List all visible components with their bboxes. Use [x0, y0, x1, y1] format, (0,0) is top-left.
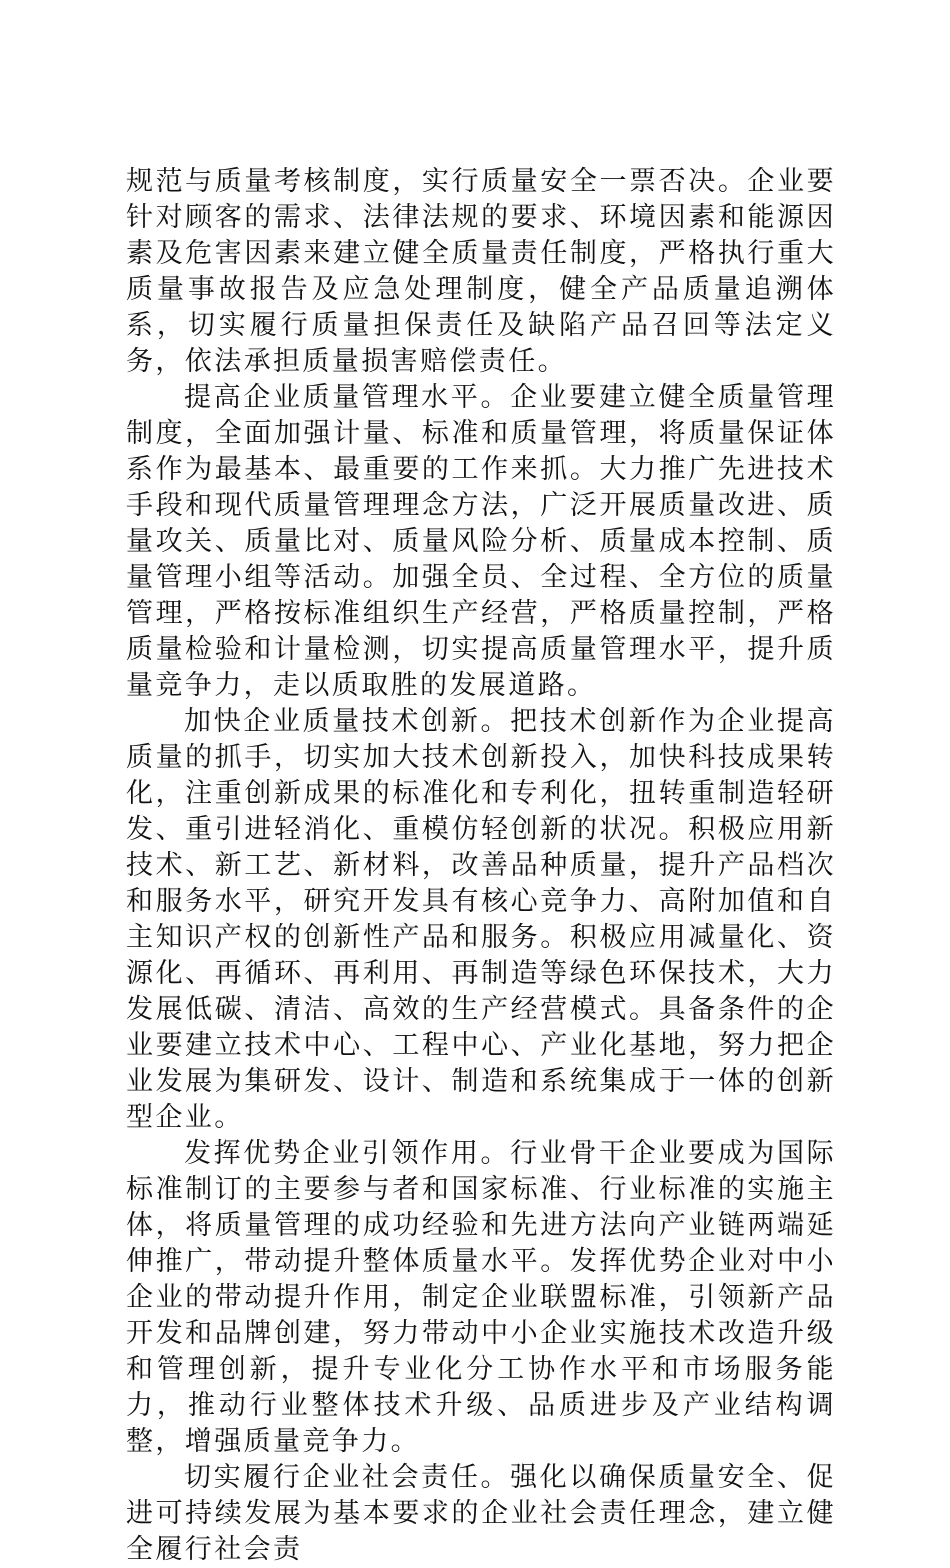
document-body	[126, 164, 836, 1568]
paragraph-leading-enterprises-role: 发挥优势企业引领作用。行业骨干企业要成为国际标准制订的主要参与者和国家标准、行业标准的实施主体，将质量管理的成功经验和先进方法向产业链两端延伸推广，带动提升整体质量水平。发挥优势企业对中小企业的带动提升作用，制定企业联盟标准，引领新产品开发和品牌创建，努力带动中小企业实施技术改造升级和管理创新，提升专业化分工协作水平和市场服务能力，推动行业整体技术升级、品质进步及产业结构调整，增强质量竞争力。	[126, 1138, 836, 1457]
paragraph-quality-management-level: 提高企业质量管理水平。企业要建立健全质量管理制度，全面加强计量、标准和质量管理，将质量保证体系作为最基本、最重要的工作来抓。大力推广先进技术手段和现代质量管理理念方法，广泛开展质量改进、质量攻关、质量比对、质量风险分析、质量成本控制、质量管理小组等活动。加强全员、全过程、全方位的质量管理，严格按标准组织生产经营，严格质量控制，严格质量检验和计量检测，切实提高质量管理水平，提升质量竞争力，走以质取胜的发展道路。	[126, 382, 836, 701]
paragraph-social-responsibility: 切实履行企业社会责任。强化以确保质量安全、促进可持续发展为基本要求的企业社会责任理念，建立健全履行社会责	[126, 1462, 836, 1565]
paragraph-quality-responsibility-continued: 规范与质量考核制度，实行质量安全一票否决。企业要针对顾客的需求、法律法规的要求、环境因素和能源因素及危害因素来建立健全质量责任制度，严格执行重大质量事故报告及应急处理制度，健全产品质量追溯体系，切实履行质量担保责任及缺陷产品召回等法定义务，依法承担质量损害赔偿责任。	[126, 166, 836, 377]
paragraph-quality-technology-innovation: 加快企业质量技术创新。把技术创新作为企业提高质量的抓手，切实加大技术创新投入，加快科技成果转化，注重创新成果的标准化和专利化，扭转重制造轻研发、重引进轻消化、重模仿轻创新的状况。积极应用新技术、新工艺、新材料，改善品种质量，提升产品档次和服务水平，研究开发具有核心竞争力、高附加值和自主知识产权的创新性产品和服务。积极应用减量化、资源化、再循环、再利用、再制造等绿色环保技术，大力发展低碳、清洁、高效的生产经营模式。具备条件的企业要建立技术中心、工程中心、产业化基地，努力把企业发展为集研发、设计、制造和系统集成于一体的创新型企业。	[126, 706, 836, 1133]
